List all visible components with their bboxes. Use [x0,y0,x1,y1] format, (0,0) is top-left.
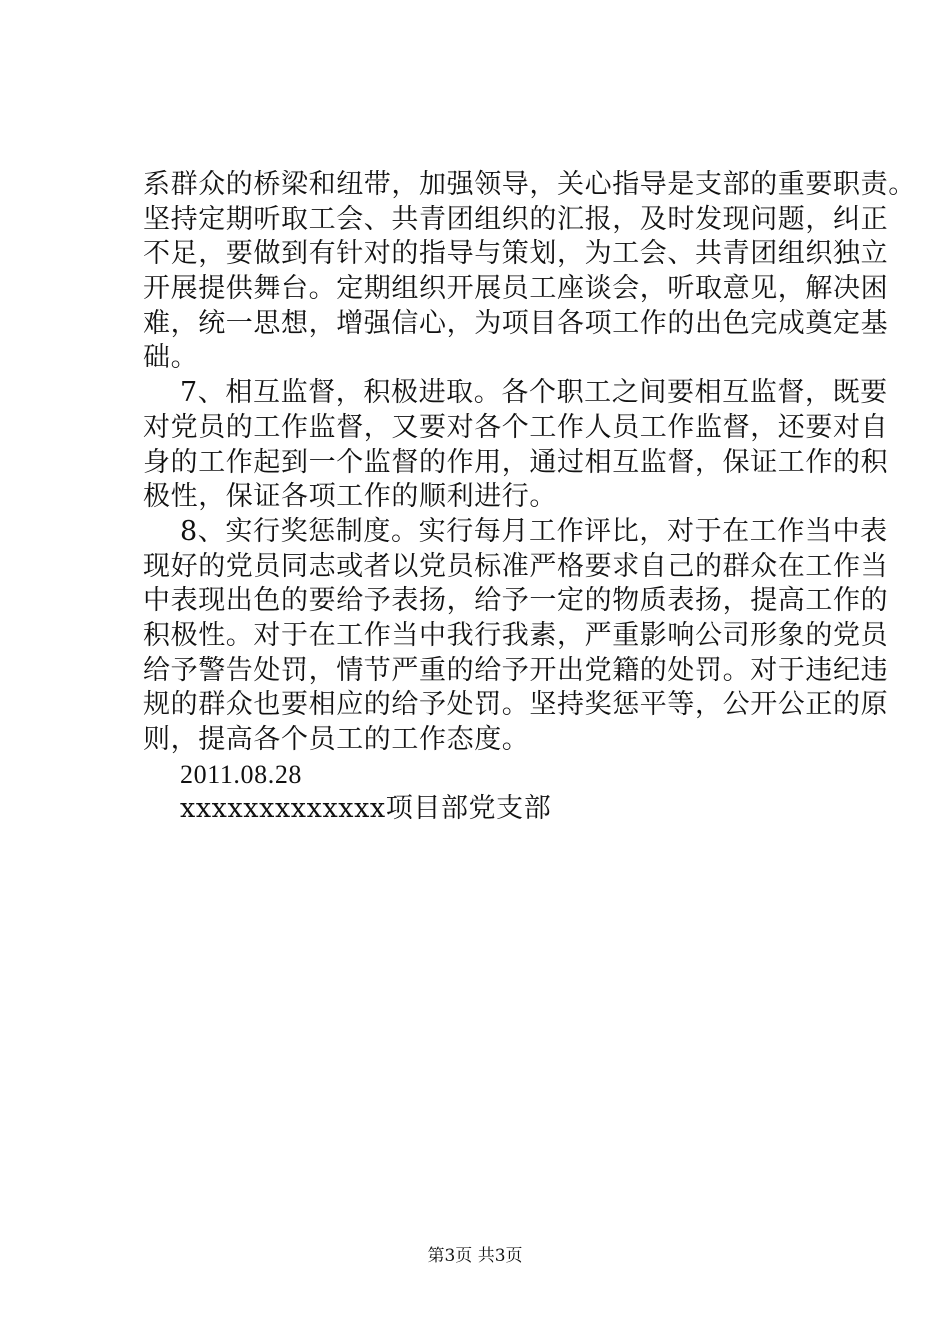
text-line: 给予警告处罚，情节严重的给予开出党籍的处罚。对于违纪违 [143,654,889,686]
text-line: 极性，保证各项工作的顺利进行。 [143,481,557,513]
text-line: 坚持定期听取工会、共青团组织的汇报，及时发现问题，纠正 [143,203,889,235]
text-line: 规的群众也要相应的给予处罚。坚持奖惩平等，公开公正的原 [143,689,889,721]
text-line: 难，统一思想，增强信心，为项目各项工作的出色完成奠定基 [143,307,889,339]
document-date: 2011.08.28 [180,759,303,789]
text-line: 对党员的工作监督，又要对各个工作人员工作监督，还要对自 [143,411,889,443]
text-line: 不足，要做到有针对的指导与策划，为工会、共青团组织独立 [143,238,889,270]
document-signature: xxxxxxxxxxxxx项目部党支部 [180,793,552,825]
text-line: 系群众的桥梁和纽带，加强领导，关心指导是支部的重要职责。 [143,169,916,200]
text-line: 积极性。对于在工作当中我行我素，严重影响公司形象的党员 [143,619,889,651]
page-footer: 第3页 共3页 [427,1246,523,1266]
paragraph-8-start: 8、实行奖惩制度。实行每月工作评比，对于在工作当中表 [180,515,888,547]
text-line: 开展提供舞台。定期组织开展员工座谈会，听取意见，解决困 [143,273,889,305]
text-line: 础。 [143,342,199,374]
text-line: 则，提高各个员工的工作态度。 [143,724,530,755]
text-line: 中表现出色的要给予表扬，给予一定的物质表扬，提高工作的 [143,585,889,617]
text-line: 身的工作起到一个监督的作用，通过相互监督，保证工作的积 [143,446,889,478]
paragraph-7-start: 7、相互监督，积极进取。各个职工之间要相互监督，既要 [180,377,888,409]
document-body [143,168,916,827]
text-line: 现好的党员同志或者以党员标准严格要求自己的群众在工作当 [143,550,889,582]
